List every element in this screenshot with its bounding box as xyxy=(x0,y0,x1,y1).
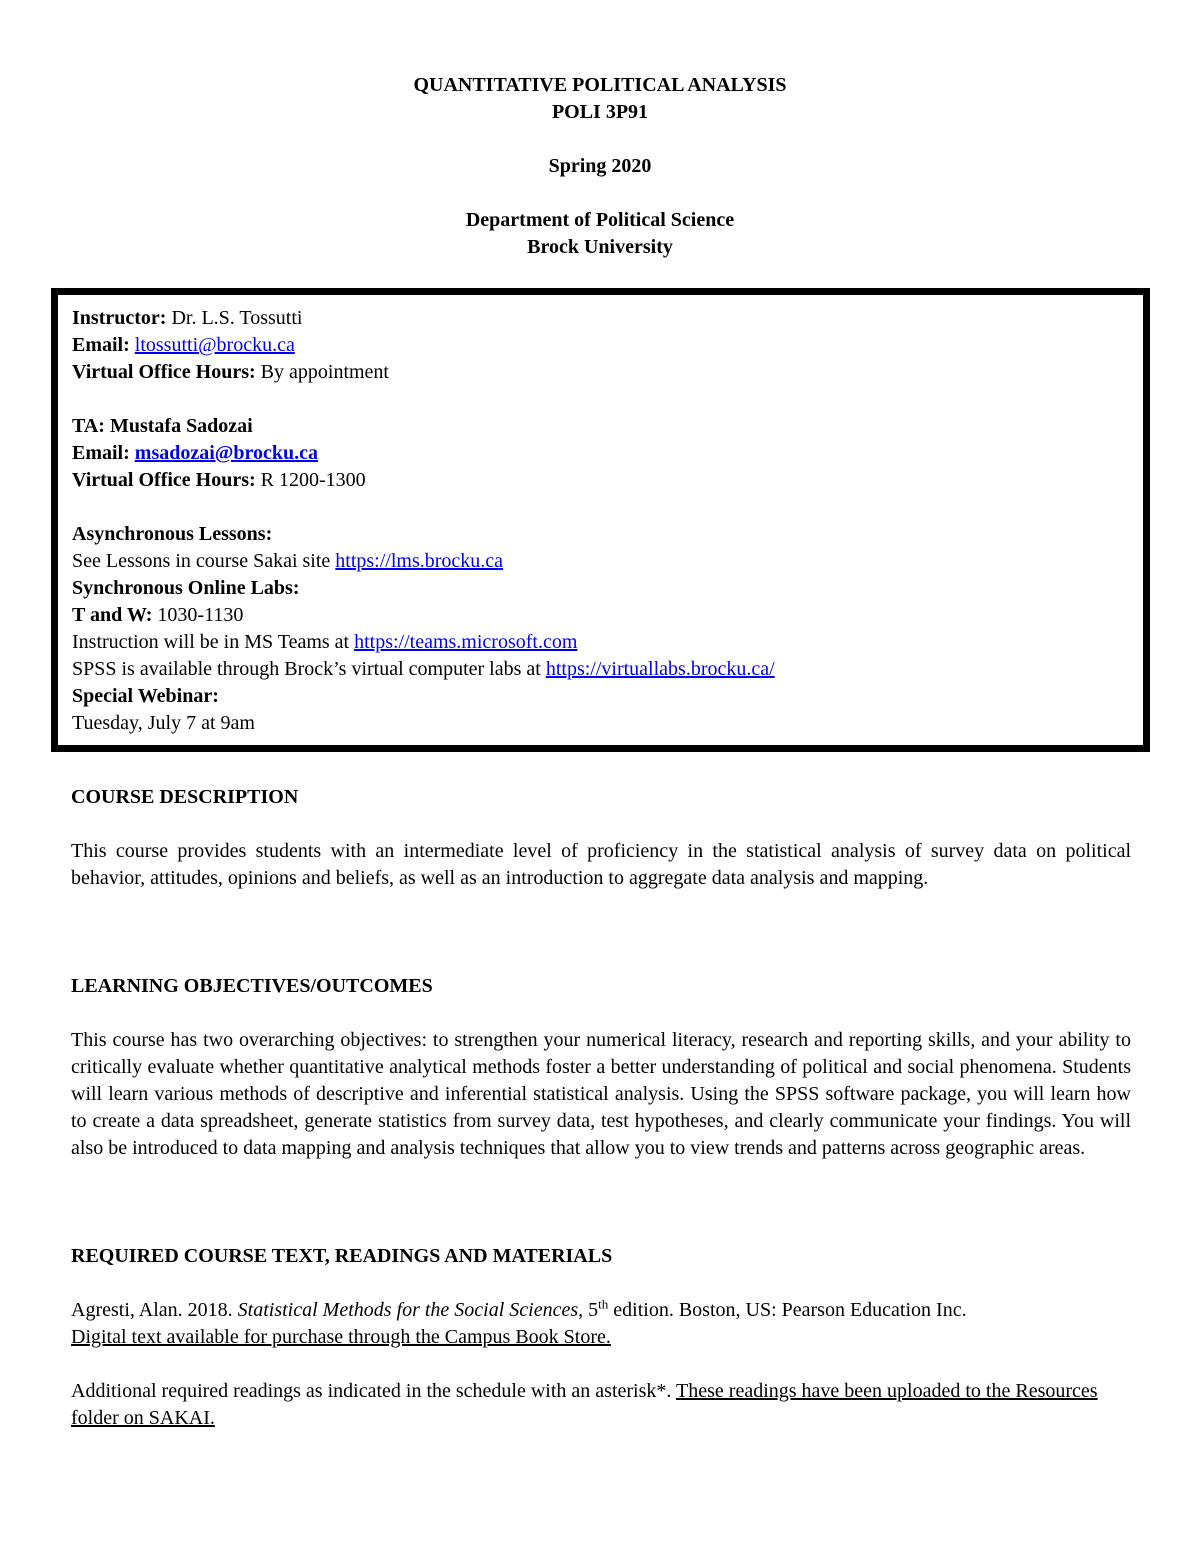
course-title: QUANTITATIVE POLITICAL ANALYSIS xyxy=(413,74,787,96)
citation-rest: edition. Boston, US: Pearson Education Inc. xyxy=(613,1299,967,1321)
course-description-body: This course provides students with an intermediate level of proficiency in the statistical analysis of survey data on political behavior, attitudes, opinions and beliefs, as well as an introduction to aggregate data analysis and mapping. xyxy=(71,840,1131,889)
async-label: Asynchronous Lessons: xyxy=(72,523,273,545)
instructor-label: Instructor: xyxy=(72,307,167,329)
learning-objectives-body: This course has two overarching objectives: to strengthen your numerical literacy, research and reporting skills, and your ability to critically evaluate whether quantitative analytical methods foster a better understanding of political and social phenomena. Students will learn various methods of descriptive and inferential statistical analysis. Using the SPSS software package, you will learn how to create a data spreadsheet, generate statistics from survey data, test hypotheses, and clearly communicate your findings. You will also be introduced to data mapping and analysis techniques that allow you to view trends and patterns across geographic areas. xyxy=(71,1029,1131,1159)
spss-text: SPSS is available through Brock’s virtual computer labs at xyxy=(72,658,541,680)
learning-objectives-heading: LEARNING OBJECTIVES/OUTCOMES xyxy=(71,975,433,997)
instructor-hours-line xyxy=(72,359,1122,386)
ta-line xyxy=(72,413,1122,440)
ta-label: TA: Mustafa Sadozai xyxy=(72,415,253,437)
virtuallabs-link[interactable]: https://virtuallabs.brocku.ca/ xyxy=(545,658,775,680)
course-code: POLI 3P91 xyxy=(551,101,649,123)
course-description-heading: COURSE DESCRIPTION xyxy=(71,786,299,808)
instructor-line xyxy=(72,305,1122,332)
sync-time: 1030-1130 xyxy=(157,604,244,626)
async-text: See Lessons in course Sakai site xyxy=(72,550,331,572)
university-name: Brock University xyxy=(527,236,673,258)
webinar-label: Special Webinar: xyxy=(72,685,219,707)
sync-time-line xyxy=(72,602,1122,629)
spss-line xyxy=(72,656,1122,683)
ta-email-line xyxy=(72,440,1122,467)
async-line xyxy=(72,548,1122,575)
sync-days-label: T and W: xyxy=(72,604,153,626)
ta-email-label: Email: xyxy=(72,442,130,464)
ta-hours-line xyxy=(72,467,1122,494)
citation-author: Agresti, Alan. 2018. xyxy=(71,1299,233,1321)
citation-edition-sup: th xyxy=(598,1296,609,1312)
ta-hours-label: Virtual Office Hours: xyxy=(72,469,256,491)
webinar-time: Tuesday, July 7 at 9am xyxy=(72,712,255,734)
additional-readings-text: Additional required readings as indicated in the schedule with an asterisk*. xyxy=(71,1380,672,1402)
teams-link[interactable]: https://teams.microsoft.com xyxy=(354,631,578,653)
instructor-email-label: Email: xyxy=(72,334,130,356)
instructor-email-link[interactable]: ltossutti@brocku.ca xyxy=(134,334,295,356)
citation-note: Digital text available for purchase through the Campus Book Store. xyxy=(71,1326,611,1348)
sync-label: Synchronous Online Labs: xyxy=(72,577,300,599)
required-texts-heading: REQUIRED COURSE TEXT, READINGS AND MATERIALS xyxy=(71,1245,613,1267)
course-term: Spring 2020 xyxy=(548,155,652,177)
additional-readings xyxy=(71,1378,1131,1432)
department-name: Department of Political Science xyxy=(465,209,735,231)
citation-edition-num: 5 xyxy=(588,1299,599,1321)
instructor-email-line xyxy=(72,332,1122,359)
teams-line xyxy=(72,629,1122,656)
instructor-hours-label: Virtual Office Hours: xyxy=(72,361,256,383)
sakai-link[interactable]: https://lms.brocku.ca xyxy=(335,550,504,572)
citation-title: Statistical Methods for the Social Sciences xyxy=(237,1299,579,1321)
teams-text: Instruction will be in MS Teams at xyxy=(72,631,350,653)
webinar-line xyxy=(72,710,1122,737)
additional-readings-note: These readings have been uploaded to the Resources folder on SAKAI. xyxy=(71,1380,1098,1429)
instructor-name: Dr. L.S. Tossutti xyxy=(171,307,303,329)
textbook-citation: Agresti, Alan. 2018. Statistical Methods for the Social Sciences, 5th edition. Boston, US: Pearson Education Inc. Digital text available for purchase through the Campus Book Store. xyxy=(71,1296,967,1348)
ta-hours: R 1200-1300 xyxy=(260,469,366,491)
async-label-line xyxy=(72,521,1122,548)
webinar-label-line xyxy=(72,683,1122,710)
sync-label-line xyxy=(72,575,1122,602)
ta-email-link[interactable]: msadozai@brocku.ca xyxy=(134,442,319,464)
course-info-box xyxy=(51,288,1150,752)
instructor-hours: By appointment xyxy=(260,361,389,383)
